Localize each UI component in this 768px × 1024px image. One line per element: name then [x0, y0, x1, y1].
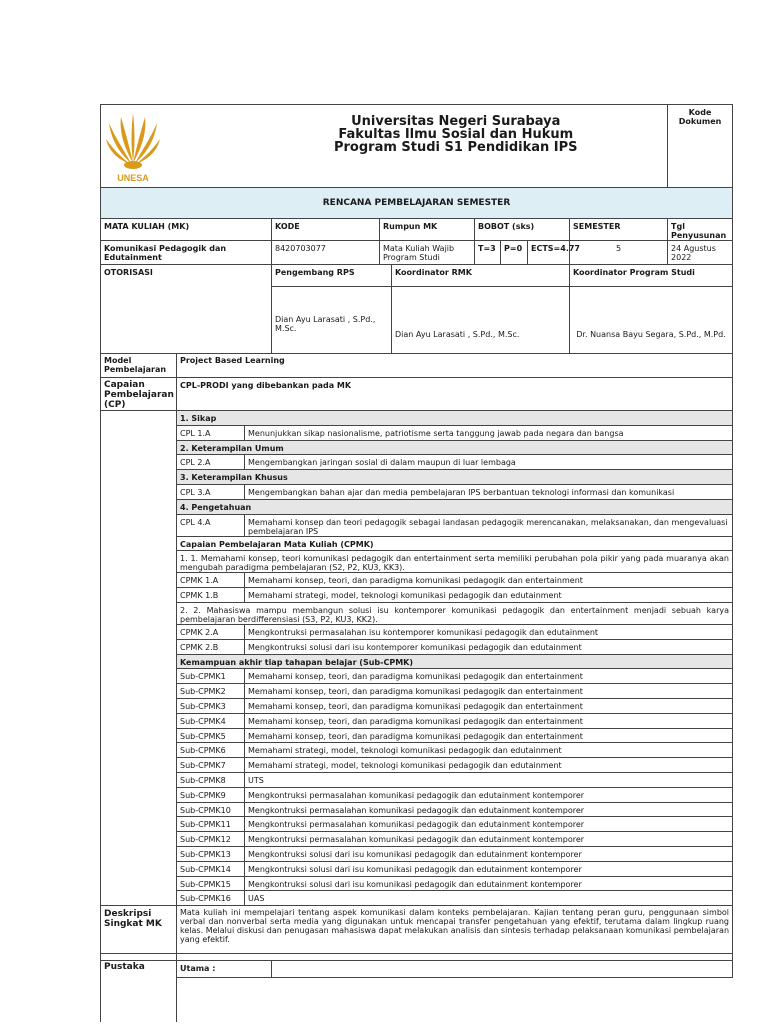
- cp-left-spacer: [101, 758, 177, 773]
- cpmk-item-code: CPMK 2.B: [177, 639, 245, 654]
- cp-left-spacer: [101, 602, 177, 624]
- cp-left-spacer: [101, 411, 177, 426]
- sub-cpmk-row-text: Memahami strategi, model, teknologi komunikasi pedagogik dan edutainment: [245, 758, 733, 773]
- cp-left-spacer: [101, 484, 177, 499]
- kode-dokumen-cell: [668, 105, 733, 188]
- sub-cpmk-row-code: Sub-CPMK1: [177, 669, 245, 684]
- cpl-item-code: CPL 1.A: [177, 425, 245, 440]
- pengembang-label: Pengembang RPS: [272, 265, 392, 287]
- cpl-item-text: Mengembangkan bahan ajar dan media pembelajaran IPS berbantuan teknologi informasi dan komunikasi: [245, 484, 733, 499]
- cpmk-item-text: Memahami konsep, teori, dan paradigma komunikasi pedagogik dan entertainment: [245, 573, 733, 588]
- koordinator-rmk-name: Dian Ayu Larasati , S.Pd., M.Sc.: [392, 287, 570, 354]
- cp-left-spacer: [101, 588, 177, 603]
- cp-table: [100, 410, 733, 906]
- sub-cpmk-row-text: UAS: [245, 891, 733, 906]
- sub-cpmk-row-text: Memahami konsep, teori, dan paradigma komunikasi pedagogik dan entertainment: [245, 713, 733, 728]
- bobot-t: T=3: [475, 241, 501, 265]
- pustaka-label: Pustaka: [101, 961, 177, 1022]
- unesa-logo-icon: [105, 109, 161, 185]
- cpl-item-text: Mengembangkan jaringan sosial di dalam maupun di luar lembaga: [245, 455, 733, 470]
- sub-cpmk-row-code: Sub-CPMK11: [177, 817, 245, 832]
- faculty-name: Fakultas Ilmu Sosial dan Hukum: [338, 127, 574, 142]
- model-label: Model Pembelajaran: [101, 354, 177, 378]
- cp-left-spacer: [101, 787, 177, 802]
- bobot-p: P=0: [501, 241, 528, 265]
- cpl-item-text: Memahami konsep dan teori pedagogik sebagai landasan pedagogik merencanakan, melaksanakan, dan mengevaluasi pembelajaran IPS: [245, 514, 733, 536]
- cp-left-spacer: [101, 624, 177, 639]
- cp-left-spacer: [101, 470, 177, 485]
- sub-cpmk-row-code: Sub-CPMK16: [177, 891, 245, 906]
- cp-left-spacer: [101, 832, 177, 847]
- cpmk-item-code: CPMK 1.B: [177, 588, 245, 603]
- cpmk-item-text: Mengkontruksi permasalahan isu kontemporer komunikasi pedagogik dan edutainment: [245, 624, 733, 639]
- sub-cpmk-row-text: Mengkontruksi solusi dari isu komunikasi pedagogik dan edutainment kontemporer: [245, 876, 733, 891]
- semester-value: 5: [570, 241, 668, 265]
- otorisasi-label: OTORISASI: [101, 265, 272, 354]
- sub-cpmk-row-text: Mengkontruksi solusi dari isu komunikasi pedagogik dan edutainment kontemporer: [245, 861, 733, 876]
- sub-cpmk-row-code: Sub-CPMK15: [177, 876, 245, 891]
- cpl-group-title: 3. Keterampilan Khusus: [177, 470, 733, 485]
- pengembang-name: Dian Ayu Larasati , S.Pd., M.Sc.: [272, 287, 392, 354]
- kode-dokumen-label: Kode Dokumen: [678, 108, 722, 126]
- sub-cpmk-row-code: Sub-CPMK3: [177, 698, 245, 713]
- cpmk-heading: Capaian Pembelajaran Mata Kuliah (CPMK): [177, 536, 733, 551]
- deskripsi-table: [100, 905, 733, 1022]
- sub-cpmk-row-code: Sub-CPMK2: [177, 684, 245, 699]
- cp-left-spacer: [101, 639, 177, 654]
- sub-cpmk-row-code: Sub-CPMK8: [177, 772, 245, 787]
- cpmk-item-code: CPMK 1.A: [177, 573, 245, 588]
- university-name: Universitas Negeri Surabaya: [351, 114, 561, 129]
- cpl-item-text: Menunjukkan sikap nasionalisme, patriotisme serta tanggung jawab pada negara dan bangsa: [245, 425, 733, 440]
- kode-label: KODE: [272, 219, 380, 241]
- cp-left-spacer: [101, 728, 177, 743]
- rps-document: [100, 104, 732, 990]
- sub-cpmk-row-code: Sub-CPMK5: [177, 728, 245, 743]
- cp-left-spacer: [101, 455, 177, 470]
- cpl-group-title: 2. Keterampilan Umum: [177, 440, 733, 455]
- koordinator-rmk-label: Koordinator RMK: [392, 265, 570, 287]
- sub-cpmk-row-code: Sub-CPMK12: [177, 832, 245, 847]
- cp-left-spacer: [101, 698, 177, 713]
- cp-left-spacer: [101, 891, 177, 906]
- cpl-group-title: 4. Pengetahuan: [177, 499, 733, 514]
- cpl-item-code: CPL 4.A: [177, 514, 245, 536]
- mk-label: MATA KULIAH (MK): [101, 219, 272, 241]
- sub-cpmk-row-text: Mengkontruksi permasalahan komunikasi pedagogik dan edutainment kontemporer: [245, 787, 733, 802]
- rumpun-label: Rumpun MK: [380, 219, 475, 241]
- cpmk-item-text: Memahami strategi, model, teknologi komunikasi pedagogik dan edutainment: [245, 588, 733, 603]
- sub-cpmk-row-text: UTS: [245, 772, 733, 787]
- deskripsi-text: Mata kuliah ini mempelajari tentang aspek komunikasi dalam konteks pembelajaran. Kajian tentang peran guru, penggunaan simbol verbal dan nonverbal serta media yang digunakan untuk mencapai transfer pengetahuan yang efektif, terutama dalam lingkup ruang kelas. Melalui diskusi dan penugasan mahasiswa dapat melakukan analisis dan sintesis terhadap pelaksanaan komunikasi pembelajaran yang efektif.: [177, 906, 733, 954]
- course-name: Komunikasi Pedagogik dan Edutainment: [101, 241, 272, 265]
- cp-left-spacer: [101, 861, 177, 876]
- rps-table: [100, 104, 733, 411]
- cpl-group-title: 1. Sikap: [177, 411, 733, 426]
- koordinator-prodi-name: Dr. Nuansa Bayu Segara, S.Pd., M.Pd.: [570, 287, 733, 354]
- sub-cpmk-row-text: Memahami konsep, teori, dan paradigma komunikasi pedagogik dan entertainment: [245, 698, 733, 713]
- koordinator-prodi-label: Koordinator Program Studi: [570, 265, 733, 287]
- cp-left-spacer: [101, 713, 177, 728]
- cp-left-spacer: [101, 743, 177, 758]
- sub-cpmk-row-code: Sub-CPMK13: [177, 846, 245, 861]
- cp-left-spacer: [101, 499, 177, 514]
- cp-left-spacer: [101, 772, 177, 787]
- sub-cpmk-row-text: Mengkontruksi solusi dari isu komunikasi pedagogik dan edutainment kontemporer: [245, 846, 733, 861]
- model-value: Project Based Learning: [177, 354, 733, 378]
- logo-text: UNESA: [117, 173, 149, 183]
- sub-cpmk-row-code: Sub-CPMK6: [177, 743, 245, 758]
- utama-label: Utama :: [177, 961, 272, 978]
- sub-cpmk-row-code: Sub-CPMK7: [177, 758, 245, 773]
- cp-left-spacer: [101, 846, 177, 861]
- sub-cpmk-heading: Kemampuan akhir tiap tahapan belajar (Sub-CPMK): [177, 654, 733, 669]
- cp-left-spacer: [101, 536, 177, 551]
- cp-left-spacer: [101, 425, 177, 440]
- cp-left-spacer: [101, 684, 177, 699]
- cpl-item-code: CPL 2.A: [177, 455, 245, 470]
- sub-cpmk-row-text: Mengkontruksi permasalahan komunikasi pedagogik dan edutainment kontemporer: [245, 817, 733, 832]
- cpmk-item-code: CPMK 2.A: [177, 624, 245, 639]
- cp-left-spacer: [101, 573, 177, 588]
- cp-left-spacer: [101, 802, 177, 817]
- cpl-heading: CPL-PRODI yang dibebankan pada MK: [177, 378, 733, 411]
- cp-left-spacer: [101, 654, 177, 669]
- cp-left-spacer: [101, 440, 177, 455]
- rps-title: RENCANA PEMBELAJARAN SEMESTER: [101, 188, 733, 219]
- deskripsi-label: Deskripsi Singkat MK: [101, 906, 177, 954]
- course-code: 8420703077: [272, 241, 380, 265]
- logo-cell: [101, 105, 245, 188]
- sub-cpmk-row-text: Memahami strategi, model, teknologi komunikasi pedagogik dan edutainment: [245, 743, 733, 758]
- cpmk-intro-2: 2. 2. Mahasiswa mampu membangun solusi isu kontemporer komunikasi pedagogik dan entertainment menjadi sebuah karya pembelajaran berdifferensiasi (S3, P2, KU3, KK2).: [177, 602, 733, 624]
- cp-left-spacer: [101, 669, 177, 684]
- course-rumpun: Mata Kuliah Wajib Program Studi: [380, 241, 475, 265]
- cpl-item-code: CPL 3.A: [177, 484, 245, 499]
- sub-cpmk-row-text: Memahami konsep, teori, dan paradigma komunikasi pedagogik dan entertainment: [245, 669, 733, 684]
- sub-cpmk-row-text: Memahami konsep, teori, dan paradigma komunikasi pedagogik dan entertainment: [245, 728, 733, 743]
- cp-left-spacer: [101, 551, 177, 573]
- sub-cpmk-row-code: Sub-CPMK9: [177, 787, 245, 802]
- sub-cpmk-row-code: Sub-CPMK10: [177, 802, 245, 817]
- bobot-label: BOBOT (sks): [475, 219, 570, 241]
- sub-cpmk-row-text: Mengkontruksi permasalahan komunikasi pedagogik dan edutainment kontemporer: [245, 802, 733, 817]
- cp-label: Capaian Pembelajaran (CP): [101, 378, 177, 411]
- header-title-cell: [245, 105, 668, 188]
- cp-left-spacer: [101, 817, 177, 832]
- utama-value: [272, 961, 733, 978]
- tgl-value: 24 Agustus 2022: [668, 241, 733, 265]
- program-name: Program Studi S1 Pendidikan IPS: [333, 140, 578, 155]
- sub-cpmk-row-text: Memahami konsep, teori, dan paradigma komunikasi pedagogik dan entertainment: [245, 684, 733, 699]
- cp-left-spacer: [101, 514, 177, 536]
- cp-left-spacer: [101, 876, 177, 891]
- cpmk-intro-1: 1. 1. Memahami konsep, teori komunikasi pedagogik dan entertainment serta memiliki perubahan pola pikir yang pada muaranya akan mengubah paradigma pembelajaran (S2, P2, KU3, KK3).: [177, 551, 733, 573]
- semester-label: SEMESTER: [570, 219, 668, 241]
- sub-cpmk-row-code: Sub-CPMK4: [177, 713, 245, 728]
- sub-cpmk-row-text: Mengkontruksi permasalahan komunikasi pedagogik dan edutainment kontemporer: [245, 832, 733, 847]
- pustaka-content: [177, 978, 733, 1022]
- tgl-label: Tgl Penyusunan: [668, 219, 733, 241]
- sub-cpmk-row-code: Sub-CPMK14: [177, 861, 245, 876]
- bobot-ects: ECTS=4.77: [528, 241, 570, 265]
- cpmk-item-text: Mengkontruksi solusi dari isu kontemporer komunikasi pedagogik dan edutainment: [245, 639, 733, 654]
